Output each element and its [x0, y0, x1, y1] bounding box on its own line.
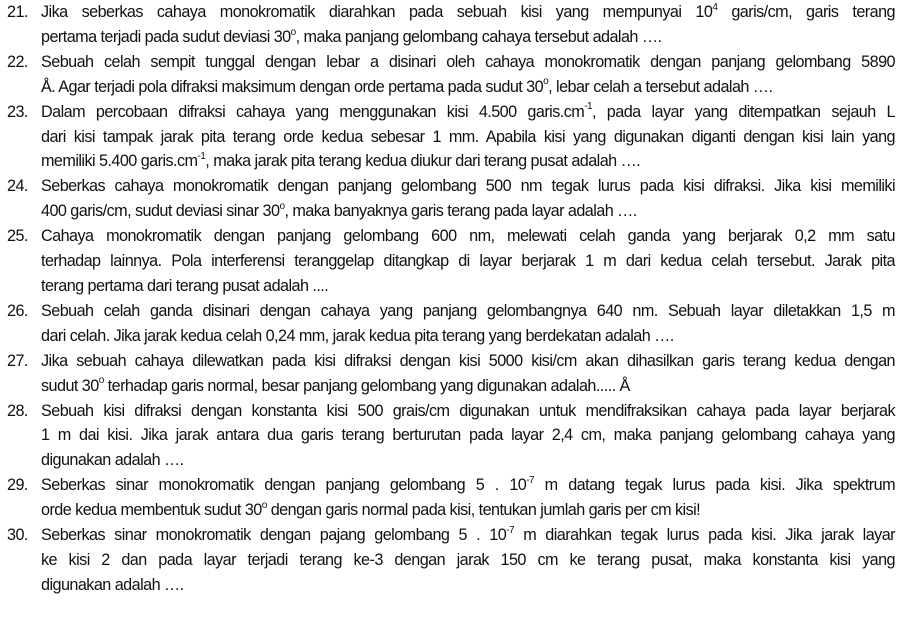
question-number: 26.	[7, 301, 28, 320]
question-text-line: Å. Agar terjadi pola difraksi maksimum dengan orde pertama pada sudut 30$^o$, lebar celah a tersebut adalah ….	[41, 76, 773, 96]
question-number: 24.	[7, 177, 28, 196]
question-text-line: Seberkas cahaya monokromatik dengan panjang gelombang 500 nm tegak lurus pada kisi difraksi. Jika kisi memiliki	[41, 177, 895, 196]
question-text-line: 400 garis/cm, sudut deviasi sinar 30$^o$, maka banyaknya garis terang pada layar adalah ….	[41, 200, 637, 221]
question-text-line: Jika seberkas cahaya monokromatik diarahkan pada sebuah kisi yang mempunyai $10^4$ garis/cm, garis terang	[41, 1, 895, 21]
question-item	[7, 523, 895, 598]
question-item	[7, 224, 895, 299]
question-text-line: terang pertama dari terang pusat adalah ....	[41, 276, 329, 295]
superscript: -7	[526, 474, 535, 486]
superscript: -1	[584, 101, 593, 113]
question-item	[7, 299, 895, 349]
question-item	[7, 50, 895, 100]
question-number: 23.	[7, 102, 28, 121]
superscript: o	[279, 200, 285, 212]
question-text-line: Seberkas sinar monokromatik dengan pajang gelombang 5 . $10^{-7}$ m diarahkan tegak lurus pada kisi. Jika jarak layar	[41, 524, 895, 545]
question-number: 27.	[7, 351, 28, 370]
superscript: o	[290, 26, 296, 38]
question-item	[7, 174, 895, 224]
question-number: 21.	[7, 3, 28, 21]
question-item	[7, 399, 895, 474]
question-number: 29.	[7, 476, 28, 495]
question-item	[7, 349, 895, 399]
superscript: -1	[197, 151, 206, 163]
question-text-line: Jika sebuah cahaya dilewatkan pada kisi difraksi dengan kisi 5000 kisi/cm akan dihasilkan garis terang kedua dengan	[41, 351, 895, 370]
question-text-line: pertama terjadi pada sudut deviasi 30$^o$, maka panjang gelombang cahaya tersebut adalah ….	[41, 26, 662, 46]
superscript: -7	[506, 524, 515, 536]
question-text-line: Seberkas sinar monokromatik dengan panjang gelombang 5 . $10^{-7}$ m datang tegak lurus pada kisi. Jika spektrum	[41, 474, 896, 495]
question-text-line: digunakan adalah ….	[41, 451, 184, 470]
question-text-line: sudut 30$^o$ terhadap garis normal, besar panjang gelombang yang digunakan adalah..... Å	[41, 375, 630, 395]
question-item	[7, 473, 895, 523]
question-text-line: ke kisi 2 dan pada layar terjadi terang ke-3 dengan jarak 150 cm ke terang pusat, maka konstanta kisi yang	[41, 550, 895, 569]
superscript: 4	[712, 1, 718, 13]
question-text-line: Sebuah celah sempit tunggal dengan lebar a disinari oleh cahaya monokromatik dengan panjang gelombang 5890	[41, 52, 895, 71]
question-text-line: dari celah. Jika jarak kedua celah 0,24 mm, jarak kedua pita terang yang berdekatan adalah ….	[41, 326, 674, 345]
question-list	[7, 0, 895, 598]
question-number: 25.	[7, 227, 28, 246]
question-text-line: orde kedua membentuk sudut 30$^o$ dengan garis normal pada kisi, tentukan jumlah garis per cm kisi!	[41, 499, 701, 520]
question-number: 22.	[7, 52, 28, 71]
question-text-line: 1 m dai kisi. Jika jarak antara dua garis terang berturutan pada layar 2,4 cm, maka panjang gelombang cahaya yang	[41, 426, 895, 445]
superscript: o	[261, 499, 267, 511]
question-item	[7, 0, 895, 50]
question-text-line: Dalam percobaan difraksi cahaya yang menggunakan kisi 4.500 $garis.cm^{-1}$, pada layar yang ditempatkan sejauh L	[41, 101, 896, 121]
question-text-line: memiliki 5.400 $garis.cm^{-1}$, maka jarak pita terang kedua diukur dari terang pusat adalah ….	[41, 151, 641, 171]
question-number: 30.	[7, 526, 28, 545]
question-text-line: terhadap lainnya. Pola interferensi teranggelap ditangkap di layar berjarak 1 m dari kedua celah tersebut. Jarak pita	[41, 252, 895, 271]
question-number: 28.	[7, 401, 28, 420]
question-text-line: digunakan adalah ….	[41, 575, 184, 594]
question-text-line: dari kisi tampak jarak pita terang orde kedua sebesar 1 mm. Apabila kisi yang digunakan diganti dengan kisi lain yang	[41, 127, 895, 146]
superscript: o	[543, 76, 549, 88]
question-item	[7, 100, 895, 175]
question-text-line: Sebuah kisi difraksi dengan konstanta kisi 500 grais/cm digunakan untuk mendifraksikan cahaya pada layar berjarak	[41, 401, 895, 420]
question-text-line: Cahaya monokromatik dengan panjang gelombang 600 nm, melewati celah ganda yang berjarak 0,2 mm satu	[41, 227, 895, 246]
superscript: o	[98, 375, 104, 387]
question-text-line: Sebuah celah ganda disinari dengan cahaya yang panjang gelombangnya 640 nm. Sebuah layar diletakkan 1,5 m	[41, 301, 895, 320]
